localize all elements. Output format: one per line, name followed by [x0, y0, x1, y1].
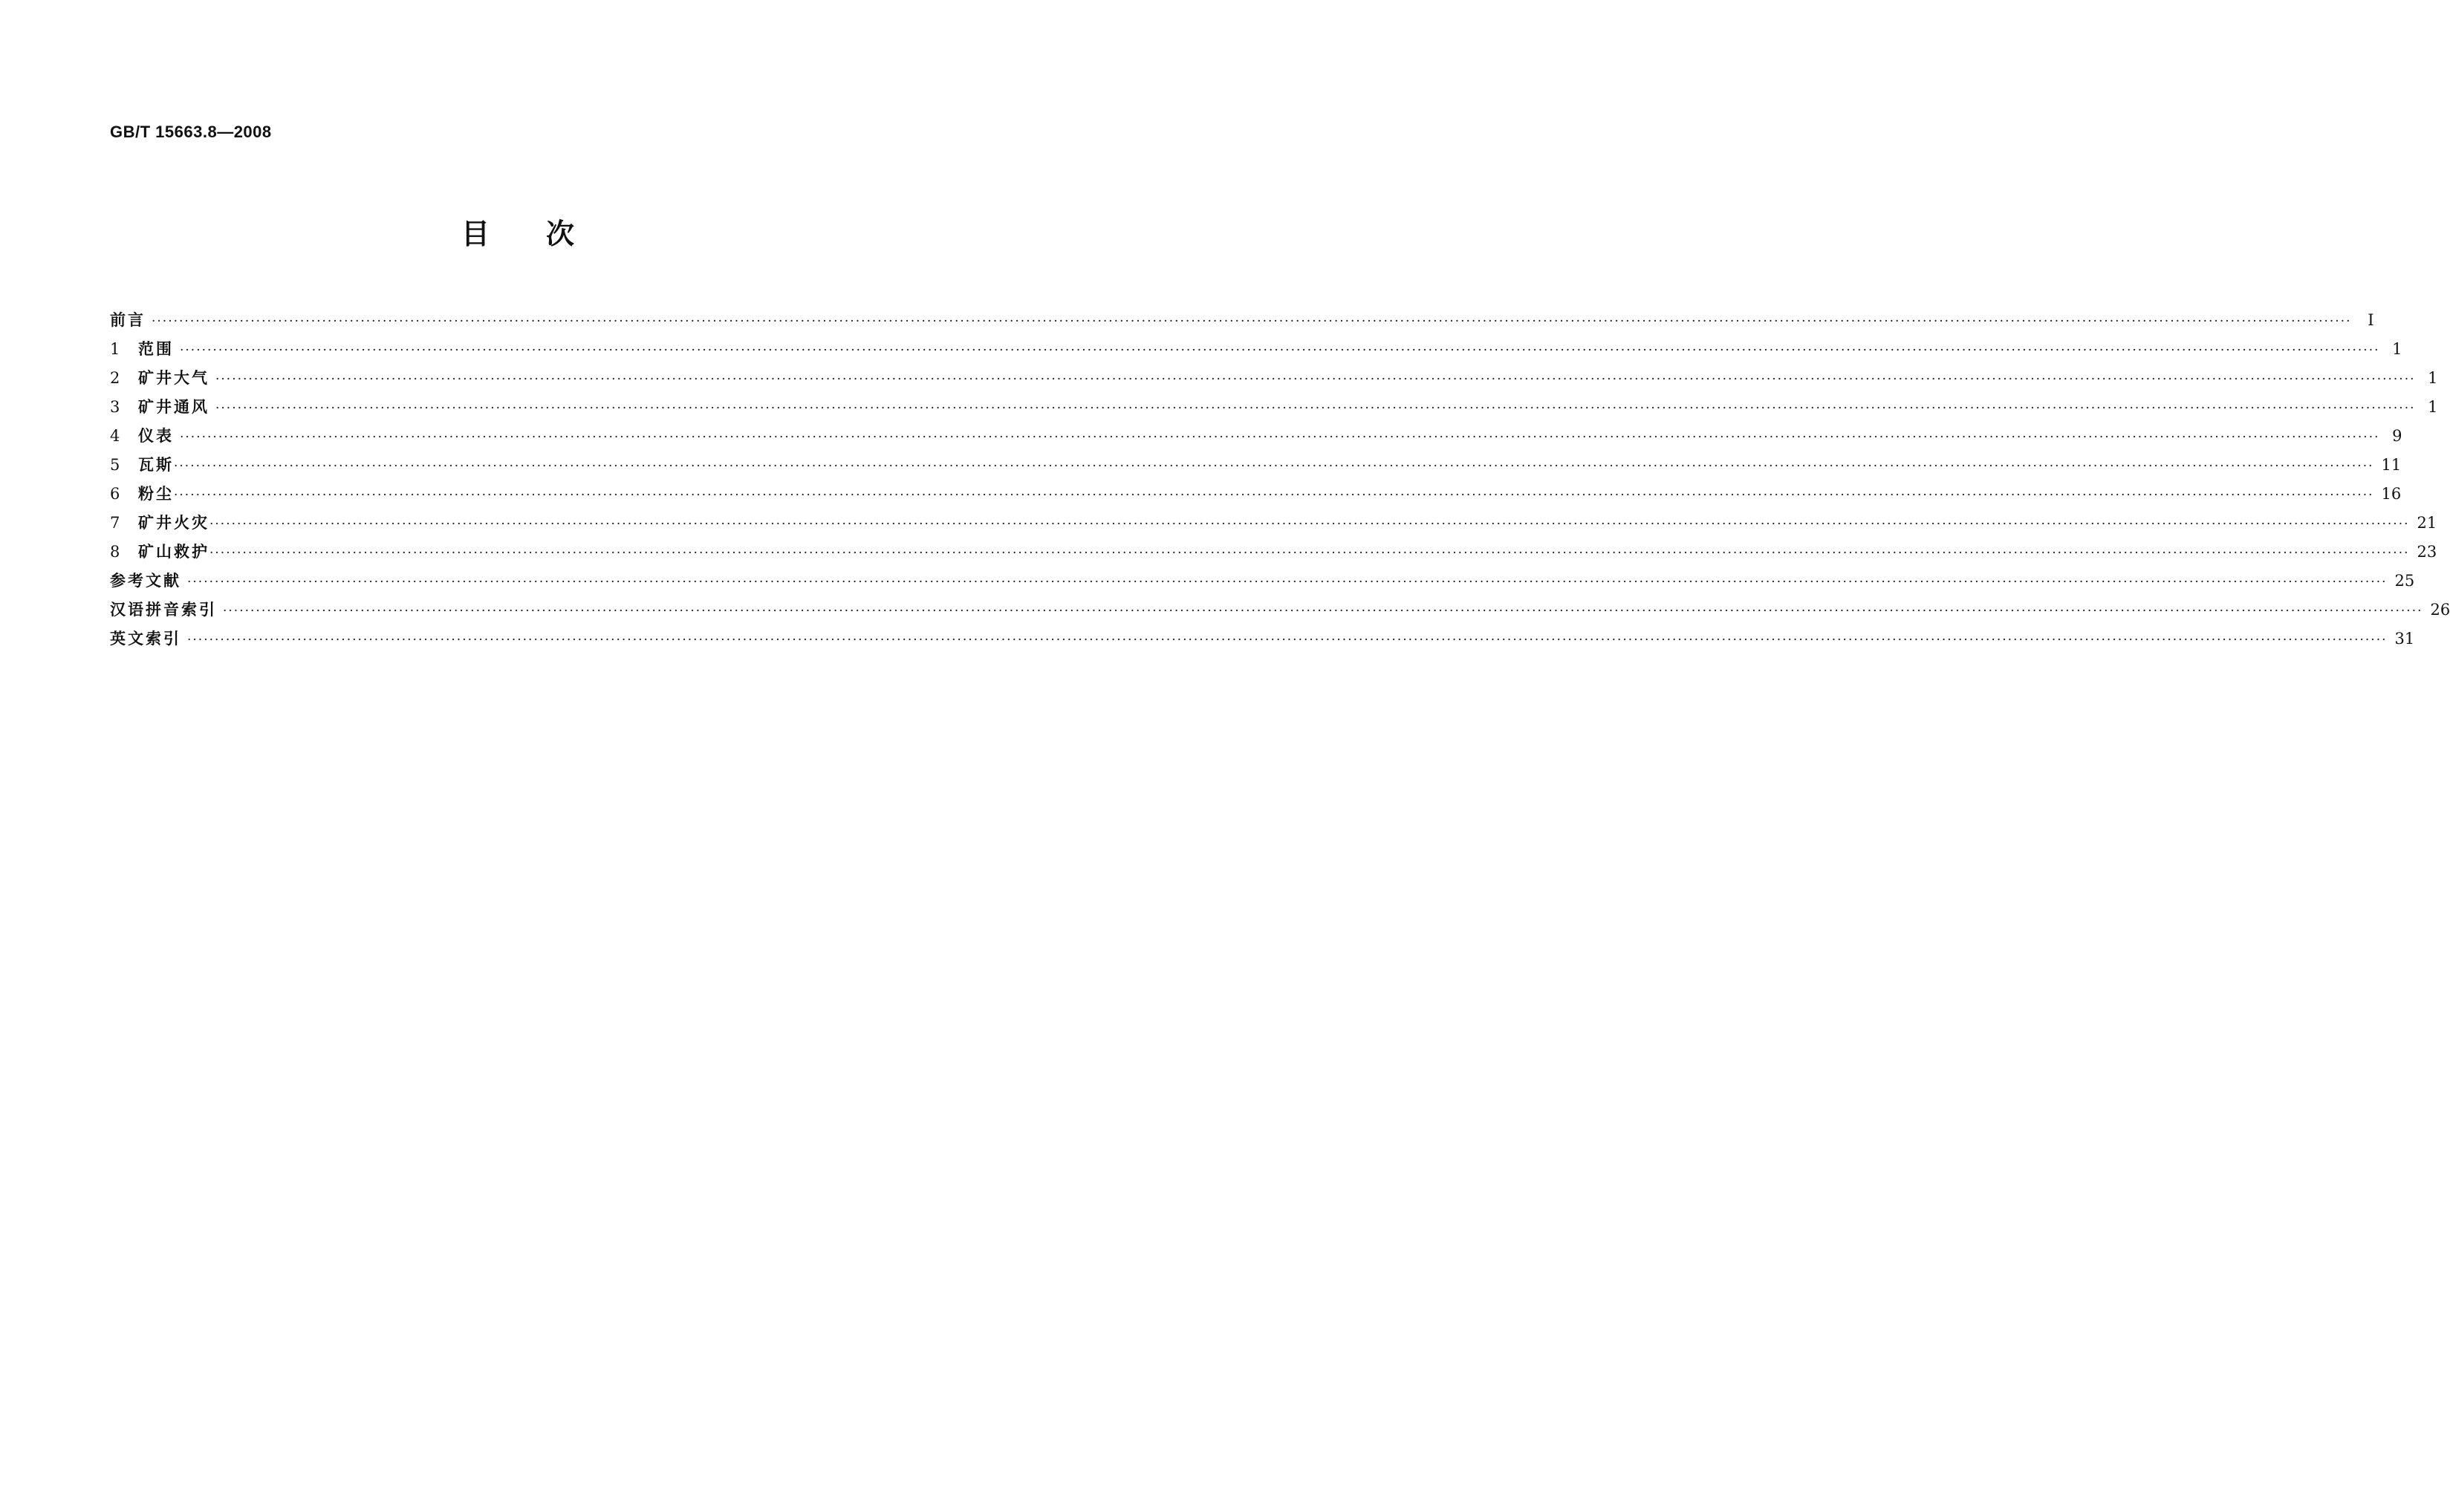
toc-entry-label: 英文索引: [110, 629, 181, 648]
toc-dot-leader: ················································································································································································································································································································································································································: [180, 343, 2380, 358]
toc-entry-number: 3: [110, 398, 120, 416]
toc-dot-leader: ················································································································································································································································································································································································································: [174, 459, 2374, 474]
toc-entry-label: 范围: [138, 339, 174, 358]
toc-entry[interactable]: [110, 627, 2415, 656]
toc-entry[interactable]: [110, 511, 2437, 540]
toc-entry-number: 1: [110, 340, 120, 358]
toc-entry-page: 11: [2381, 456, 2402, 474]
toc-entry-label: 仪表: [138, 426, 174, 445]
toc-dot-leader: ················································································································································································································································································································································································································: [223, 604, 2423, 619]
toc-dot-leader: ················································································································································································································································································································································································································: [215, 372, 2416, 387]
toc-entry[interactable]: [110, 337, 2402, 366]
toc-entry-page: 16: [2381, 485, 2402, 503]
toc-entry-number: 7: [110, 514, 120, 532]
toc-title: 目 次: [461, 218, 574, 250]
toc-dot-leader: ················································································································································································································································································································································································································: [174, 488, 2374, 503]
toc-entry-number: 2: [110, 369, 120, 387]
toc-entry-label: 矿井通风: [138, 397, 209, 416]
toc-dot-leader: ················································································································································································································································································································································································································: [180, 430, 2380, 445]
toc-entry[interactable]: [110, 366, 2438, 395]
toc-entry-number: 4: [110, 427, 120, 445]
toc-entry[interactable]: [110, 482, 2402, 511]
toc-entry-page: 1: [2428, 369, 2438, 387]
toc-entry-label: 参考文献: [110, 571, 181, 590]
toc-entry-page: 9: [2392, 427, 2402, 445]
toc-entry-label: 瓦斯: [138, 455, 174, 474]
toc-entry-number: 6: [110, 485, 120, 503]
toc-entry-page: 21: [2417, 514, 2437, 532]
toc-entry-label: 矿山救护: [138, 542, 209, 561]
toc-entry[interactable]: [110, 540, 2437, 569]
toc-entry-label: 前言: [110, 310, 146, 329]
toc-entry-page: 1: [2428, 398, 2438, 416]
toc-dot-leader: ················································································································································································································································································································································································································: [187, 575, 2388, 590]
toc-entry[interactable]: [110, 598, 2450, 627]
toc-dot-leader: ················································································································································································································································································································································································································: [209, 546, 2410, 561]
toc-entry-number: 5: [110, 456, 120, 474]
toc-dot-leader: ················································································································································································································································································································································································································: [187, 633, 2388, 648]
toc-entry-page: 31: [2394, 630, 2415, 648]
toc-entry-label: 矿井火灾: [138, 513, 209, 532]
toc-entry-page: 23: [2417, 543, 2437, 561]
toc-entry-page: Ⅰ: [2368, 311, 2374, 329]
toc-entry[interactable]: [110, 395, 2438, 424]
table-of-contents: [110, 308, 2450, 656]
toc-entry[interactable]: [110, 453, 2402, 482]
toc-entry-number: 8: [110, 543, 120, 561]
toc-entry-page: 26: [2430, 601, 2450, 619]
toc-entry-label: 矿井大气: [138, 368, 209, 387]
toc-entry[interactable]: [110, 424, 2402, 453]
toc-entry-label: 粉尘: [138, 484, 174, 503]
toc-entry-page: 25: [2394, 572, 2415, 590]
toc-entry[interactable]: [110, 308, 2374, 337]
toc-entry-page: 1: [2392, 340, 2402, 358]
toc-entry-label: 汉语拼音索引: [110, 600, 217, 619]
toc-entry[interactable]: [110, 569, 2415, 598]
toc-dot-leader: ················································································································································································································································································································································································································: [152, 314, 2352, 329]
toc-dot-leader: ················································································································································································································································································································································································································: [209, 517, 2410, 532]
toc-dot-leader: ················································································································································································································································································································································································································: [215, 401, 2416, 416]
standard-code: GB/T 15663.8—2008: [110, 123, 272, 141]
